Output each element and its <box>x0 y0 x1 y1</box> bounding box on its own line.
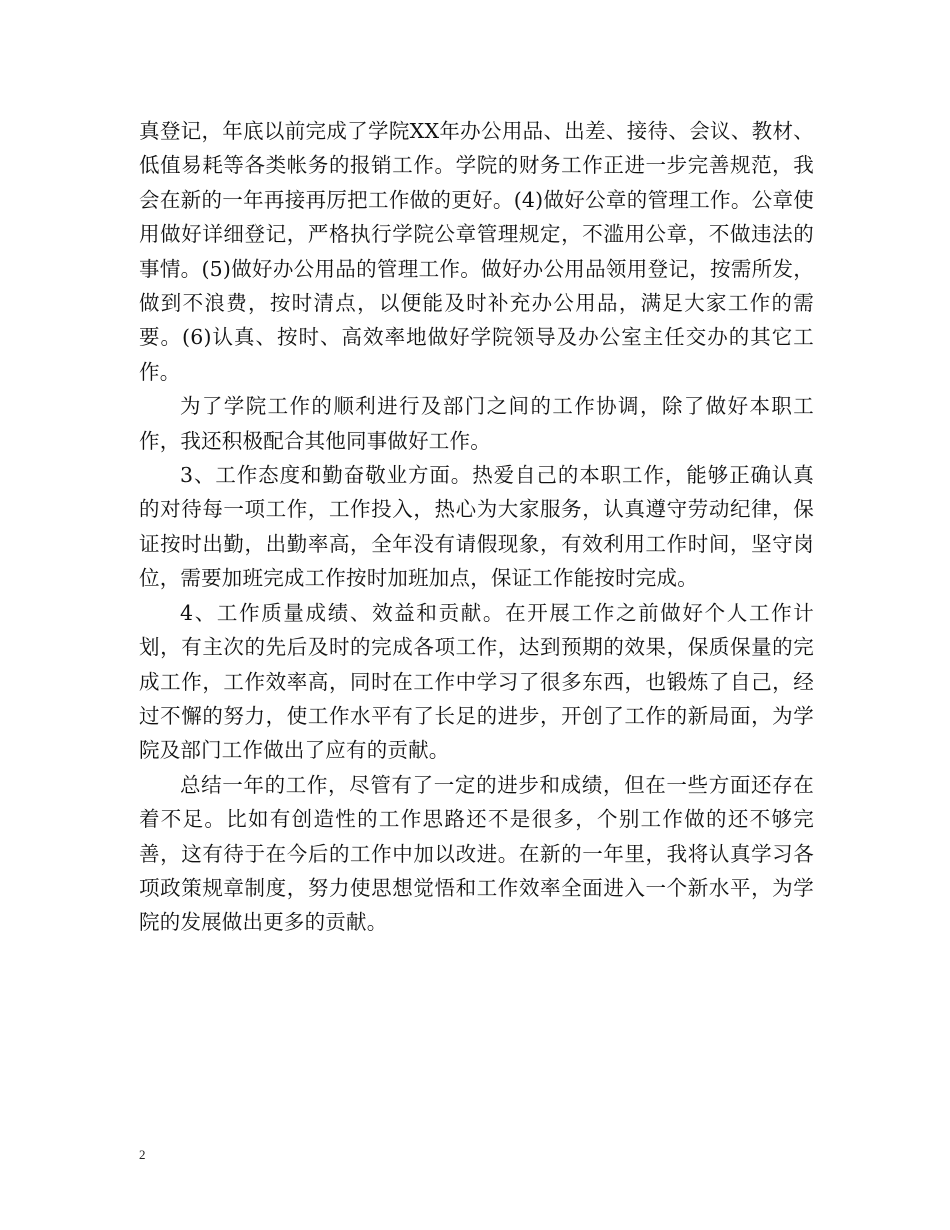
paragraph-coordination: 为了学院工作的顺利进行及部门之间的工作协调，除了做好本职工作，我还积极配合其他同事做好工作。 <box>139 394 814 453</box>
paragraph-work-attitude: 3、工作态度和勤奋敬业方面。热爱自己的本职工作，能够正确认真的对待每一项工作，工作投入，热心为大家服务，认真遵守劳动纪律，保证按时出勤，出勤率高，全年没有请假现象，有效利用工作时间，坚守岗位，需要加班完成工作按时加班加点，保证工作能按时完成。 <box>139 463 814 591</box>
paragraph-finance-and-seal-duties: 真登记，年底以前完成了学院XX年办公用品、出差、接待、会议、教材、低值易耗等各类帐务的报销工作。学院的财务工作正进一步完善规范，我会在新的一年再接再厉把工作做的更好。(4)做好公章的管理工作。公章使用做好详细登记，严格执行学院公章管理规定，不滥用公章，不做违法的事情。(5)做好办公用品的管理工作。做好办公用品领用登记，按需所发，做到不浪费，按时清点，以便能及时补充办公用品，满足大家工作的需要。(6)认真、按时、高效率地做好学院领导及办公室主任交办的其它工作。 <box>139 119 814 384</box>
page-number: 2 <box>139 1147 146 1162</box>
paragraph-work-quality: 4、工作质量成绩、效益和贡献。在开展工作之前做好个人工作计划，有主次的先后及时的完成各项工作，达到预期的效果，保质保量的完成工作，工作效率高，同时在工作中学习了很多东西，也锻炼了自己，经过不懈的努力，使工作水平有了长足的进步，开创了工作的新局面，为学院及部门工作做出了应有的贡献。 <box>139 600 814 763</box>
paragraph-summary: 总结一年的工作，尽管有了一定的进步和成绩，但在一些方面还存在着不足。比如有创造性的工作思路还不是很多，个别工作做的还不够完善，这有待于在今后的工作中加以改进。在新的一年里，我将认真学习各项政策规章制度，努力使思想觉悟和工作效率全面进入一个新水平，为学院的发展做出更多的贡献。 <box>139 772 814 935</box>
document-body <box>139 114 814 940</box>
